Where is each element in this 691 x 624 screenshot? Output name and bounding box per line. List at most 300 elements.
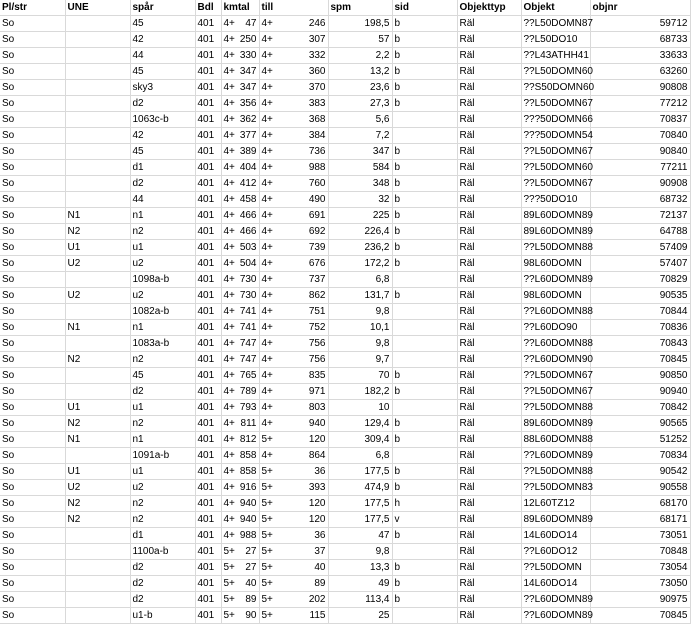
cell-spm[interactable]: 348: [328, 176, 392, 192]
cell-spm[interactable]: 9,8: [328, 304, 392, 320]
cell-spar[interactable]: n1: [130, 432, 195, 448]
cell-bdl[interactable]: 401: [195, 256, 221, 272]
cell-sid[interactable]: b: [392, 432, 457, 448]
cell-pl-str[interactable]: So: [0, 256, 65, 272]
cell-kmtal[interactable]: [221, 304, 259, 320]
cell-une[interactable]: [65, 48, 130, 64]
cell-spm[interactable]: 584: [328, 160, 392, 176]
cell-spm[interactable]: 49: [328, 576, 392, 592]
cell-objekt[interactable]: ??L50DOMN87: [521, 16, 590, 32]
cell-objnr[interactable]: 68732: [590, 192, 690, 208]
cell-spar[interactable]: n2: [130, 224, 195, 240]
cell-objekttyp[interactable]: Räl: [457, 608, 521, 624]
cell-une[interactable]: N2: [65, 496, 130, 512]
cell-till[interactable]: [259, 224, 328, 240]
cell-une[interactable]: [65, 144, 130, 160]
cell-spm[interactable]: 177,5: [328, 512, 392, 528]
cell-objnr[interactable]: 90558: [590, 480, 690, 496]
cell-spar[interactable]: u1: [130, 400, 195, 416]
cell-une[interactable]: [65, 336, 130, 352]
cell-till[interactable]: [259, 560, 328, 576]
cell-spm[interactable]: 13,3: [328, 560, 392, 576]
cell-objnr[interactable]: 51252: [590, 432, 690, 448]
cell-spm[interactable]: 10,1: [328, 320, 392, 336]
cell-objekt[interactable]: ??L43ATHH41: [521, 48, 590, 64]
cell-spm[interactable]: 177,5: [328, 496, 392, 512]
cell-spar[interactable]: u1: [130, 240, 195, 256]
cell-kmtal[interactable]: [221, 576, 259, 592]
cell-spar[interactable]: 45: [130, 368, 195, 384]
cell-spar[interactable]: 42: [130, 128, 195, 144]
cell-objekt[interactable]: ??L50DOMN88: [521, 240, 590, 256]
cell-spm[interactable]: 172,2: [328, 256, 392, 272]
cell-une[interactable]: [65, 32, 130, 48]
cell-sid[interactable]: [392, 608, 457, 624]
cell-kmtal[interactable]: [221, 512, 259, 528]
cell-kmtal[interactable]: [221, 432, 259, 448]
cell-spar[interactable]: u1: [130, 464, 195, 480]
cell-une[interactable]: [65, 80, 130, 96]
cell-une[interactable]: [65, 112, 130, 128]
cell-objekttyp[interactable]: Räl: [457, 128, 521, 144]
cell-objekt[interactable]: ??L50DOMN60: [521, 160, 590, 176]
cell-objnr[interactable]: 70842: [590, 400, 690, 416]
cell-bdl[interactable]: 401: [195, 320, 221, 336]
cell-spm[interactable]: 225: [328, 208, 392, 224]
cell-till[interactable]: [259, 592, 328, 608]
cell-pl-str[interactable]: So: [0, 128, 65, 144]
cell-objekttyp[interactable]: Räl: [457, 432, 521, 448]
cell-bdl[interactable]: 401: [195, 496, 221, 512]
cell-till[interactable]: [259, 240, 328, 256]
cell-objnr[interactable]: 73051: [590, 528, 690, 544]
cell-pl-str[interactable]: So: [0, 48, 65, 64]
cell-objekttyp[interactable]: Räl: [457, 416, 521, 432]
cell-objnr[interactable]: 33633: [590, 48, 690, 64]
cell-objnr[interactable]: 70845: [590, 608, 690, 624]
cell-une[interactable]: [65, 592, 130, 608]
cell-spm[interactable]: 474,9: [328, 480, 392, 496]
cell-till[interactable]: [259, 32, 328, 48]
cell-spm[interactable]: 13,2: [328, 64, 392, 80]
cell-spm[interactable]: 25: [328, 608, 392, 624]
cell-objnr[interactable]: 72137: [590, 208, 690, 224]
cell-bdl[interactable]: 401: [195, 96, 221, 112]
cell-sid[interactable]: b: [392, 32, 457, 48]
cell-sid[interactable]: b: [392, 16, 457, 32]
cell-objekttyp[interactable]: Räl: [457, 384, 521, 400]
cell-spar[interactable]: 1083a-b: [130, 336, 195, 352]
cell-objekt[interactable]: ??L50DOMN67: [521, 368, 590, 384]
cell-bdl[interactable]: 401: [195, 464, 221, 480]
cell-till[interactable]: [259, 416, 328, 432]
cell-objekt[interactable]: 89L60DOMN89: [521, 208, 590, 224]
cell-bdl[interactable]: 401: [195, 240, 221, 256]
cell-objnr[interactable]: 77211: [590, 160, 690, 176]
cell-bdl[interactable]: 401: [195, 480, 221, 496]
cell-sid[interactable]: h: [392, 496, 457, 512]
cell-pl-str[interactable]: So: [0, 512, 65, 528]
cell-spar[interactable]: sky3: [130, 80, 195, 96]
cell-bdl[interactable]: 401: [195, 224, 221, 240]
cell-kmtal[interactable]: [221, 288, 259, 304]
cell-objekttyp[interactable]: Räl: [457, 512, 521, 528]
header-objekttyp[interactable]: Objekttyp: [457, 0, 521, 16]
cell-kmtal[interactable]: [221, 528, 259, 544]
cell-till[interactable]: [259, 128, 328, 144]
cell-objnr[interactable]: 73050: [590, 576, 690, 592]
cell-bdl[interactable]: 401: [195, 160, 221, 176]
cell-spm[interactable]: 47: [328, 528, 392, 544]
cell-objnr[interactable]: 70836: [590, 320, 690, 336]
cell-sid[interactable]: b: [392, 560, 457, 576]
cell-kmtal[interactable]: [221, 320, 259, 336]
cell-till[interactable]: [259, 368, 328, 384]
cell-sid[interactable]: b: [392, 144, 457, 160]
cell-sid[interactable]: b: [392, 80, 457, 96]
cell-pl-str[interactable]: So: [0, 496, 65, 512]
cell-objnr[interactable]: 64788: [590, 224, 690, 240]
cell-kmtal[interactable]: [221, 400, 259, 416]
cell-spar[interactable]: 42: [130, 32, 195, 48]
cell-objnr[interactable]: 70844: [590, 304, 690, 320]
cell-kmtal[interactable]: [221, 592, 259, 608]
cell-objnr[interactable]: 90808: [590, 80, 690, 96]
cell-objekttyp[interactable]: Räl: [457, 144, 521, 160]
cell-sid[interactable]: b: [392, 48, 457, 64]
cell-sid[interactable]: b: [392, 416, 457, 432]
cell-objekttyp[interactable]: Räl: [457, 464, 521, 480]
cell-kmtal[interactable]: [221, 16, 259, 32]
cell-pl-str[interactable]: So: [0, 240, 65, 256]
cell-kmtal[interactable]: [221, 480, 259, 496]
cell-objekttyp[interactable]: Räl: [457, 352, 521, 368]
cell-une[interactable]: [65, 64, 130, 80]
header-objekt[interactable]: Objekt: [521, 0, 590, 16]
cell-une[interactable]: [65, 608, 130, 624]
cell-till[interactable]: [259, 352, 328, 368]
cell-pl-str[interactable]: So: [0, 608, 65, 624]
cell-objnr[interactable]: 73054: [590, 560, 690, 576]
cell-kmtal[interactable]: [221, 256, 259, 272]
cell-pl-str[interactable]: So: [0, 64, 65, 80]
cell-till[interactable]: [259, 480, 328, 496]
cell-objekt[interactable]: ??L50DOMN83: [521, 480, 590, 496]
cell-spar[interactable]: d2: [130, 176, 195, 192]
cell-till[interactable]: [259, 448, 328, 464]
cell-pl-str[interactable]: So: [0, 208, 65, 224]
cell-objnr[interactable]: 90565: [590, 416, 690, 432]
cell-objnr[interactable]: 63260: [590, 64, 690, 80]
cell-spm[interactable]: 57: [328, 32, 392, 48]
cell-objnr[interactable]: 70845: [590, 352, 690, 368]
cell-une[interactable]: U2: [65, 288, 130, 304]
cell-kmtal[interactable]: [221, 64, 259, 80]
cell-till[interactable]: [259, 80, 328, 96]
cell-sid[interactable]: b: [392, 240, 457, 256]
cell-objekt[interactable]: 14L60DO14: [521, 528, 590, 544]
cell-spm[interactable]: 9,8: [328, 544, 392, 560]
cell-objnr[interactable]: 70834: [590, 448, 690, 464]
cell-till[interactable]: [259, 272, 328, 288]
cell-spar[interactable]: d1: [130, 528, 195, 544]
cell-objekttyp[interactable]: Räl: [457, 48, 521, 64]
cell-kmtal[interactable]: [221, 112, 259, 128]
cell-sid[interactable]: [392, 272, 457, 288]
cell-kmtal[interactable]: [221, 352, 259, 368]
cell-objnr[interactable]: 90850: [590, 368, 690, 384]
cell-pl-str[interactable]: So: [0, 576, 65, 592]
cell-objekttyp[interactable]: Räl: [457, 160, 521, 176]
cell-sid[interactable]: [392, 128, 457, 144]
cell-spm[interactable]: 10: [328, 400, 392, 416]
cell-objekttyp[interactable]: Räl: [457, 64, 521, 80]
cell-objekt[interactable]: ??L60DOMN89: [521, 592, 590, 608]
cell-objekttyp[interactable]: Räl: [457, 480, 521, 496]
cell-spar[interactable]: 45: [130, 64, 195, 80]
cell-objekt[interactable]: 12L60TZ12: [521, 496, 590, 512]
cell-spar[interactable]: 45: [130, 16, 195, 32]
cell-objekttyp[interactable]: Räl: [457, 320, 521, 336]
cell-objekttyp[interactable]: Räl: [457, 400, 521, 416]
cell-pl-str[interactable]: So: [0, 592, 65, 608]
cell-pl-str[interactable]: So: [0, 16, 65, 32]
cell-till[interactable]: [259, 256, 328, 272]
cell-kmtal[interactable]: [221, 144, 259, 160]
cell-objekt[interactable]: ??L50DOMN67: [521, 384, 590, 400]
cell-spm[interactable]: 70: [328, 368, 392, 384]
cell-sid[interactable]: b: [392, 160, 457, 176]
cell-objekt[interactable]: ??L60DO90: [521, 320, 590, 336]
cell-sid[interactable]: [392, 112, 457, 128]
cell-till[interactable]: [259, 304, 328, 320]
cell-kmtal[interactable]: [221, 32, 259, 48]
cell-spar[interactable]: 44: [130, 192, 195, 208]
cell-till[interactable]: [259, 16, 328, 32]
cell-objekt[interactable]: ??L60DOMN90: [521, 352, 590, 368]
cell-objnr[interactable]: 57409: [590, 240, 690, 256]
cell-bdl[interactable]: 401: [195, 144, 221, 160]
cell-kmtal[interactable]: [221, 192, 259, 208]
cell-objnr[interactable]: 57407: [590, 256, 690, 272]
cell-objnr[interactable]: 70840: [590, 128, 690, 144]
cell-sid[interactable]: [392, 544, 457, 560]
cell-objekt[interactable]: ??L50DOMN67: [521, 96, 590, 112]
cell-pl-str[interactable]: So: [0, 432, 65, 448]
cell-objekt[interactable]: 89L60DOMN89: [521, 512, 590, 528]
cell-une[interactable]: N2: [65, 224, 130, 240]
cell-une[interactable]: [65, 16, 130, 32]
cell-sid[interactable]: b: [392, 192, 457, 208]
cell-objekt[interactable]: ??L50DO10: [521, 32, 590, 48]
cell-une[interactable]: [65, 560, 130, 576]
cell-kmtal[interactable]: [221, 368, 259, 384]
cell-bdl[interactable]: 401: [195, 304, 221, 320]
cell-bdl[interactable]: 401: [195, 608, 221, 624]
cell-objnr[interactable]: 68171: [590, 512, 690, 528]
cell-till[interactable]: [259, 432, 328, 448]
cell-une[interactable]: U1: [65, 240, 130, 256]
cell-pl-str[interactable]: So: [0, 448, 65, 464]
cell-objekt[interactable]: ??L50DOMN67: [521, 176, 590, 192]
cell-une[interactable]: [65, 448, 130, 464]
cell-objekttyp[interactable]: Räl: [457, 528, 521, 544]
cell-spm[interactable]: 226,4: [328, 224, 392, 240]
cell-till[interactable]: [259, 336, 328, 352]
cell-objnr[interactable]: 90975: [590, 592, 690, 608]
cell-spm[interactable]: 182,2: [328, 384, 392, 400]
cell-sid[interactable]: b: [392, 176, 457, 192]
cell-kmtal[interactable]: [221, 544, 259, 560]
cell-objekttyp[interactable]: Räl: [457, 112, 521, 128]
cell-kmtal[interactable]: [221, 464, 259, 480]
cell-objekt[interactable]: ??L60DOMN89: [521, 608, 590, 624]
cell-spm[interactable]: 32: [328, 192, 392, 208]
cell-kmtal[interactable]: [221, 96, 259, 112]
cell-objekt[interactable]: ??L50DOMN88: [521, 400, 590, 416]
cell-objekttyp[interactable]: Räl: [457, 208, 521, 224]
cell-objnr[interactable]: 70843: [590, 336, 690, 352]
cell-sid[interactable]: [392, 448, 457, 464]
cell-spm[interactable]: 5,6: [328, 112, 392, 128]
cell-une[interactable]: [65, 192, 130, 208]
cell-objekt[interactable]: ??L50DOMN67: [521, 144, 590, 160]
cell-till[interactable]: [259, 464, 328, 480]
cell-pl-str[interactable]: So: [0, 304, 65, 320]
cell-sid[interactable]: b: [392, 528, 457, 544]
cell-spm[interactable]: 9,8: [328, 336, 392, 352]
cell-objekt[interactable]: 14L60DO14: [521, 576, 590, 592]
cell-sid[interactable]: v: [392, 512, 457, 528]
header-kmtal[interactable]: kmtal: [221, 0, 259, 16]
cell-spm[interactable]: 27,3: [328, 96, 392, 112]
cell-sid[interactable]: [392, 336, 457, 352]
cell-till[interactable]: [259, 576, 328, 592]
cell-sid[interactable]: b: [392, 464, 457, 480]
cell-till[interactable]: [259, 192, 328, 208]
cell-bdl[interactable]: 401: [195, 384, 221, 400]
cell-objekt[interactable]: 88L60DOMN88: [521, 432, 590, 448]
cell-till[interactable]: [259, 400, 328, 416]
cell-une[interactable]: [65, 96, 130, 112]
cell-till[interactable]: [259, 528, 328, 544]
cell-spm[interactable]: 177,5: [328, 464, 392, 480]
cell-kmtal[interactable]: [221, 240, 259, 256]
cell-pl-str[interactable]: So: [0, 144, 65, 160]
cell-objnr[interactable]: 70848: [590, 544, 690, 560]
cell-spm[interactable]: 236,2: [328, 240, 392, 256]
cell-till[interactable]: [259, 608, 328, 624]
cell-pl-str[interactable]: So: [0, 544, 65, 560]
cell-spar[interactable]: d2: [130, 592, 195, 608]
cell-une[interactable]: [65, 576, 130, 592]
cell-objekt[interactable]: ??L50DOMN88: [521, 464, 590, 480]
header-till[interactable]: till: [259, 0, 328, 16]
cell-kmtal[interactable]: [221, 448, 259, 464]
cell-till[interactable]: [259, 48, 328, 64]
cell-sid[interactable]: b: [392, 384, 457, 400]
cell-spm[interactable]: 347: [328, 144, 392, 160]
cell-spar[interactable]: d2: [130, 384, 195, 400]
cell-objekt[interactable]: ???50DO10: [521, 192, 590, 208]
cell-spm[interactable]: 129,4: [328, 416, 392, 432]
cell-kmtal[interactable]: [221, 48, 259, 64]
cell-objnr[interactable]: 70829: [590, 272, 690, 288]
cell-bdl[interactable]: 401: [195, 48, 221, 64]
cell-une[interactable]: [65, 384, 130, 400]
cell-pl-str[interactable]: So: [0, 336, 65, 352]
cell-spm[interactable]: 23,6: [328, 80, 392, 96]
cell-objekt[interactable]: ??L60DOMN88: [521, 304, 590, 320]
cell-objnr[interactable]: 90542: [590, 464, 690, 480]
cell-objnr[interactable]: 90908: [590, 176, 690, 192]
cell-bdl[interactable]: 401: [195, 208, 221, 224]
cell-spm[interactable]: 198,5: [328, 16, 392, 32]
cell-kmtal[interactable]: [221, 224, 259, 240]
cell-objekt[interactable]: ??L60DOMN88: [521, 336, 590, 352]
cell-pl-str[interactable]: So: [0, 32, 65, 48]
cell-kmtal[interactable]: [221, 160, 259, 176]
cell-pl-str[interactable]: So: [0, 96, 65, 112]
cell-bdl[interactable]: 401: [195, 528, 221, 544]
cell-objekttyp[interactable]: Räl: [457, 272, 521, 288]
cell-objnr[interactable]: 77212: [590, 96, 690, 112]
cell-objekttyp[interactable]: Räl: [457, 368, 521, 384]
cell-till[interactable]: [259, 160, 328, 176]
cell-spar[interactable]: n2: [130, 496, 195, 512]
cell-une[interactable]: [65, 128, 130, 144]
cell-bdl[interactable]: 401: [195, 512, 221, 528]
cell-une[interactable]: U1: [65, 400, 130, 416]
cell-spar[interactable]: 1063c-b: [130, 112, 195, 128]
cell-pl-str[interactable]: So: [0, 224, 65, 240]
cell-sid[interactable]: b: [392, 592, 457, 608]
header-sid[interactable]: sid: [392, 0, 457, 16]
cell-objekttyp[interactable]: Räl: [457, 240, 521, 256]
cell-kmtal[interactable]: [221, 272, 259, 288]
cell-bdl[interactable]: 401: [195, 336, 221, 352]
cell-till[interactable]: [259, 64, 328, 80]
cell-pl-str[interactable]: So: [0, 112, 65, 128]
cell-une[interactable]: N1: [65, 432, 130, 448]
cell-kmtal[interactable]: [221, 416, 259, 432]
cell-sid[interactable]: b: [392, 208, 457, 224]
cell-sid[interactable]: [392, 352, 457, 368]
cell-till[interactable]: [259, 544, 328, 560]
cell-objekttyp[interactable]: Räl: [457, 16, 521, 32]
cell-kmtal[interactable]: [221, 496, 259, 512]
cell-bdl[interactable]: 401: [195, 400, 221, 416]
cell-pl-str[interactable]: So: [0, 192, 65, 208]
cell-spm[interactable]: 2,2: [328, 48, 392, 64]
cell-une[interactable]: N2: [65, 512, 130, 528]
cell-bdl[interactable]: 401: [195, 64, 221, 80]
cell-objekt[interactable]: ??L60DOMN89: [521, 448, 590, 464]
header-spar[interactable]: spår: [130, 0, 195, 16]
cell-spm[interactable]: 309,4: [328, 432, 392, 448]
cell-spar[interactable]: d2: [130, 560, 195, 576]
cell-une[interactable]: U1: [65, 464, 130, 480]
cell-spar[interactable]: u2: [130, 480, 195, 496]
cell-objekttyp[interactable]: Räl: [457, 288, 521, 304]
cell-bdl[interactable]: 401: [195, 416, 221, 432]
cell-pl-str[interactable]: So: [0, 480, 65, 496]
cell-bdl[interactable]: 401: [195, 560, 221, 576]
cell-bdl[interactable]: 401: [195, 576, 221, 592]
cell-objekttyp[interactable]: Räl: [457, 224, 521, 240]
cell-kmtal[interactable]: [221, 608, 259, 624]
cell-objnr[interactable]: 90840: [590, 144, 690, 160]
